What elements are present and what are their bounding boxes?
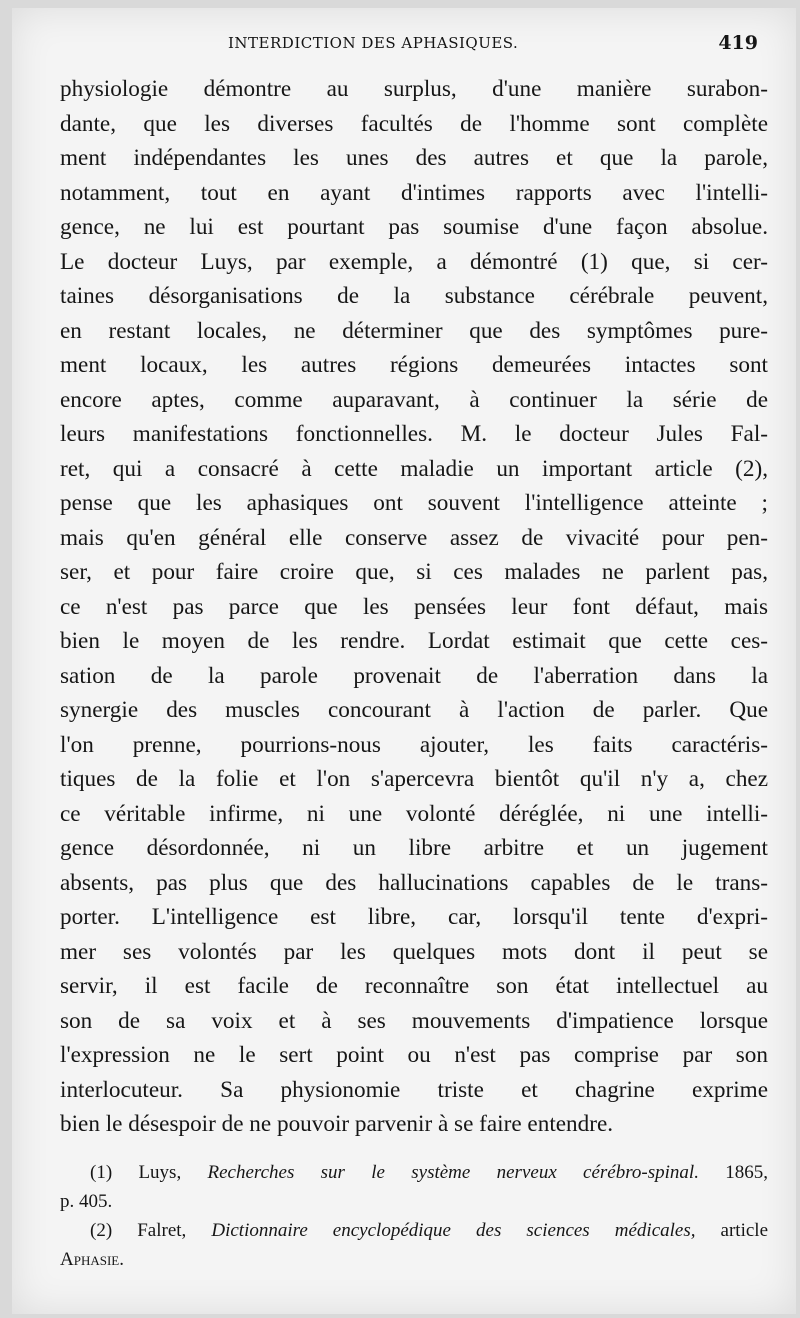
text-line: son de sa voix et à ses mouvements d'impatience lorsque <box>60 1007 768 1034</box>
text-line: ce véritable infirme, ni une volonté déréglée, ni une intelli- <box>60 800 768 827</box>
text-line: en restant locales, ne déterminer que des symptômes pure- <box>60 317 768 344</box>
text-line: notamment, tout en ayant d'intimes rapports avec l'intelli- <box>60 179 768 206</box>
text-line: ment indépendantes les unes des autres et que la parole, <box>60 145 768 171</box>
text-line: gence, ne lui est pourtant pas soumise d'une façon absolue. <box>60 214 768 240</box>
text-line: servir, il est facile de reconnaître son état intellectuel au <box>60 973 768 999</box>
text-line: Le docteur Luys, par exemple, a démontré (1) que, si cer- <box>60 248 768 275</box>
text-line: mais qu'en général elle conserve assez de vivacité pour pen- <box>60 524 768 551</box>
text-line: porter. L'intelligence est libre, car, lorsqu'il tente d'expri- <box>60 904 768 930</box>
footnote-1-continuation: p. 405. <box>60 1191 113 1212</box>
book-page <box>12 8 796 1314</box>
footnote-title: Recherches sur le système nerveux cérébro-spinal. <box>207 1162 699 1183</box>
footnote-1 <box>60 1158 768 1187</box>
footnote-author: Falret, <box>137 1220 187 1241</box>
footnote-title: Dictionnaire encyclopédique des sciences médicales, <box>211 1220 696 1241</box>
text-line: ret, qui a consacré à cette maladie un important article (2), <box>60 455 768 482</box>
text-line: l'on prenne, pourrions-nous ajouter, les faits caractéris- <box>60 731 768 758</box>
text-line: ser, et pour faire croire que, si ces malades ne parlent pas, <box>60 559 768 585</box>
text-line: dante, que les diverses facultés de l'homme sont complète <box>60 110 768 137</box>
text-line: synergie des muscles concourant à l'action de parler. Que <box>60 697 768 723</box>
text-line: mer ses volontés par les quelques mots dont il peut se <box>60 938 768 965</box>
text-line: taines désorganisations de la substance cérébrale peuvent, <box>60 283 768 309</box>
text-line: encore aptes, comme auparavant, à continuer la série de <box>60 386 768 413</box>
footnotes <box>60 1158 768 1274</box>
footnote-2 <box>60 1216 768 1245</box>
text-line: bien le désespoir de ne pouvoir parvenir à se faire entendre. <box>60 1111 614 1137</box>
footnote-marker: (1) <box>90 1162 113 1183</box>
footnote-marker: (2) <box>90 1220 113 1241</box>
text-line: interlocuteur. Sa physionomie triste et chagrine exprime <box>60 1076 768 1103</box>
footnote-2-continuation: Aphasie. <box>60 1249 124 1270</box>
footnote-detail: article <box>720 1220 769 1241</box>
text-line: bien le moyen de les rendre. Lordat estimait que cette ces- <box>60 628 768 654</box>
page-number: 419 <box>718 32 758 54</box>
body-paragraph <box>60 72 768 1142</box>
text-line: tiques de la folie et l'on s'apercevra bientôt qu'il n'y a, chez <box>60 766 768 792</box>
page-header <box>12 34 796 64</box>
text-line: pense que les aphasiques ont souvent l'intelligence atteinte ; <box>60 490 768 516</box>
footnote-detail: 1865, <box>725 1162 769 1183</box>
footnote-author: Luys, <box>138 1162 182 1183</box>
text-line: physiologie démontre au surplus, d'une manière surabon- <box>60 76 768 102</box>
text-line: ce n'est pas parce que les pensées leur font défaut, mais <box>60 593 768 620</box>
text-line: leurs manifestations fonctionnelles. M. le docteur Jules Fal- <box>60 421 768 447</box>
text-line: ment locaux, les autres régions demeurées intactes sont <box>60 352 768 378</box>
text-line: l'expression ne le sert point ou n'est pas comprise par son <box>60 1042 768 1068</box>
text-line: absents, pas plus que des hallucinations capables de le trans- <box>60 869 768 896</box>
running-title: INTERDICTION DES APHASIQUES. <box>228 34 519 52</box>
text-line: gence désordonnée, ni un libre arbitre et un jugement <box>60 835 768 861</box>
text-line: sation de la parole provenait de l'aberration dans la <box>60 662 768 689</box>
